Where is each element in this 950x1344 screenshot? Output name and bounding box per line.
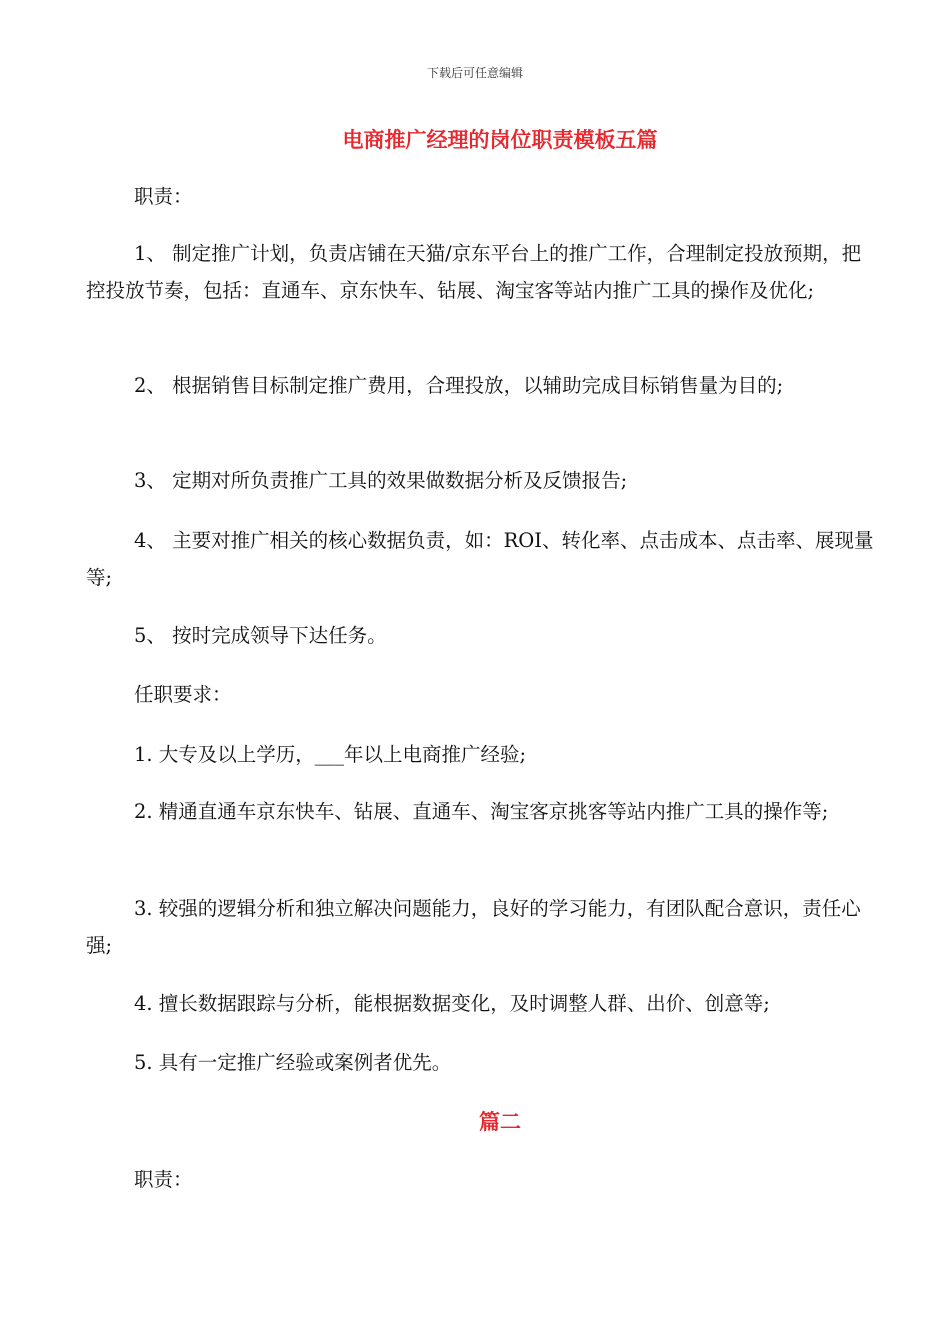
duty-item-3: 3、 定期对所负责推广工具的效果做数据分析及反馈报告; [134,469,628,492]
section-two-duties-label: 职责： [134,1168,193,1191]
requirement-item-2: 2. 精通直通车京东快车、钻展、直通车、淘宝客京挑客等站内推广工具的操作等; [134,800,829,823]
requirement-item-5: 5. 具有一定推广经验或案例者优先。 [134,1051,452,1074]
duty-item-4: 4、 主要对推广相关的核心数据负责，如：ROI、转化率、点击成本、点击率、展现量等; [86,529,874,589]
requirements-label: 任职要求： [134,683,232,706]
requirement-item-1: 1. 大专及以上学历，___年以上电商推广经验; [134,743,527,766]
duties-label: 职责： [134,185,193,208]
section-two-title: 篇二 [479,1109,521,1134]
requirement-item-4: 4. 擅长数据跟踪与分析，能根据数据变化，及时调整人群、出价、创意等; [134,992,770,1015]
duty-item-2: 2、 根据销售目标制定推广费用，合理投放，以辅助完成目标销售量为目的; [134,374,784,397]
header-note: 下载后可任意编辑 [426,66,523,80]
duty-item-5: 5、 按时完成领导下达任务。 [134,624,387,647]
duty-item-1: 1、 制定推广计划，负责店铺在天猫/京东平台上的推广工作，合理制定投放预期，把控投放节奏，包括：直通车、京东快车、钻展、淘宝客等站内推广工具的操作及优化; [86,242,862,302]
requirement-item-3: 3. 较强的逻辑分析和独立解决问题能力，良好的学习能力，有团队配合意识，责任心强; [86,897,861,957]
document-title: 电商推广经理的岗位职责模板五篇 [342,127,658,152]
